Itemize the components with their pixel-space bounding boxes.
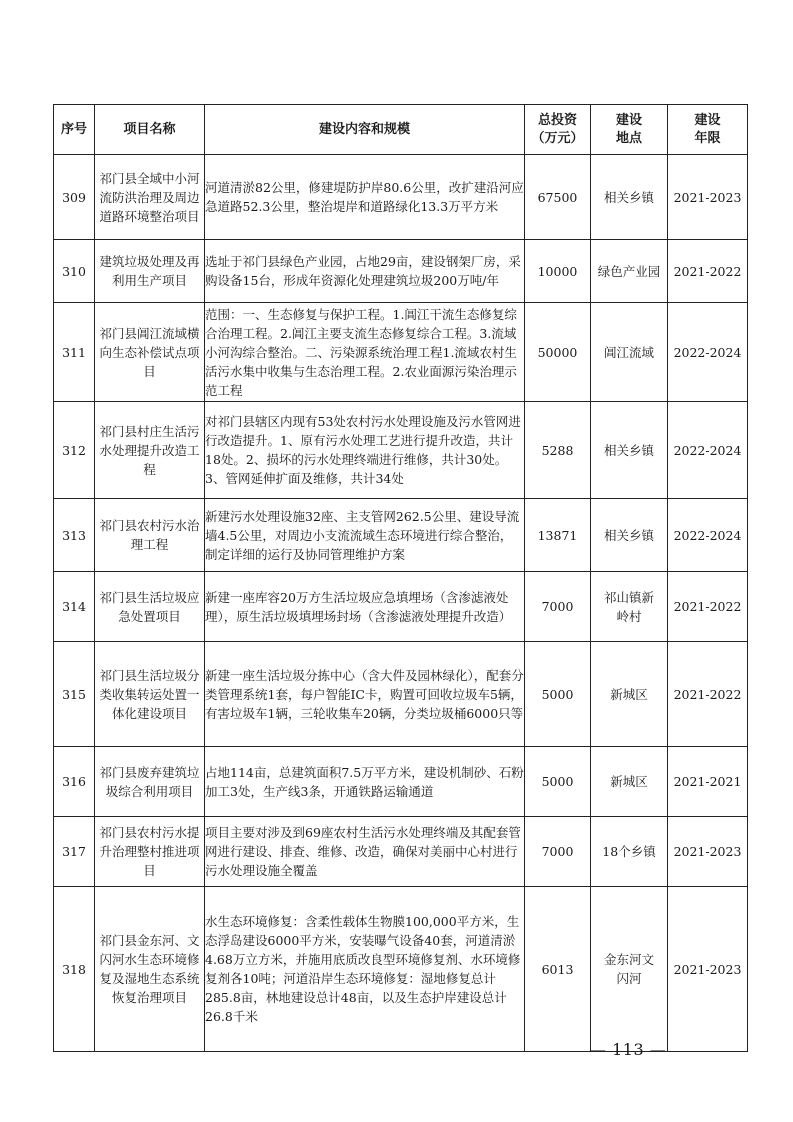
row-location: 相关乡镇: [591, 155, 668, 240]
row-no: 311: [54, 303, 95, 402]
row-content: 占地114亩，总建筑面积7.5万平方米，建设机制砂、石粉加工3处，生产线3条，开通铁路运输通道: [205, 747, 525, 817]
row-name: 祁门县废弃建筑垃圾综合利用项目: [95, 747, 205, 817]
table-row: [54, 155, 748, 240]
row-period: 2021-2022: [668, 572, 748, 642]
row-content: 新建污水处理设施32座、主支管网262.5公里、建设导流墙4.5公里，对周边小支流流域生态环境进行综合整治，制定详细的运行及协同管理维护方案: [205, 499, 525, 572]
row-period: 2022-2024: [668, 303, 748, 402]
row-content: 范围：一、生态修复与保护工程。1.阊江干流生态修复综合治理工程。2.阊江主要支流生态修复综合工程。3.流域小河沟综合整治。二、污染源系统治理工程1.流域农村生活污水集中收集与生态治理工程。2.农业面源污染治理示范工程: [205, 303, 525, 402]
row-location: 祁山镇新岭村: [591, 572, 668, 642]
row-location: 新城区: [591, 747, 668, 817]
header-investment: 总投资（万元）: [525, 105, 591, 155]
row-content: 新建一座生活垃圾分拣中心（含大件及园林绿化），配套分类管理系统1套，每户智能IC卡，购置可回收垃圾车5辆，有害垃圾车1辆，三轮收集车20辆，分类垃圾桶6000只等: [205, 642, 525, 747]
row-no: 309: [54, 155, 95, 240]
table-row: [54, 240, 748, 303]
row-location: 阊江流域: [591, 303, 668, 402]
row-no: 312: [54, 402, 95, 499]
table-row: [54, 747, 748, 817]
row-location: 新城区: [591, 642, 668, 747]
row-name: 祁门县金东河、文闪河水生态环境修复及湿地生态系统恢复治理项目: [95, 887, 205, 1052]
header-location: 建设地点: [591, 105, 668, 155]
row-investment: 50000: [525, 303, 591, 402]
header-no: 序号: [54, 105, 95, 155]
row-period: 2021-2021: [668, 747, 748, 817]
row-content: 新建一座库容20万方生活垃圾应急填埋场（含渗滤液处理），原生活垃圾填埋场封场（含渗滤液处理提升改造）: [205, 572, 525, 642]
row-content: 项目主要对涉及到69座农村生活污水处理终端及其配套管网进行建设、排查、维修、改造，确保对美丽中心村进行污水处理设施全覆盖: [205, 817, 525, 887]
row-investment: 5000: [525, 642, 591, 747]
table-row: [54, 303, 748, 402]
table-row: [54, 572, 748, 642]
row-no: 318: [54, 887, 95, 1052]
row-period: 2021-2023: [668, 817, 748, 887]
header-period: 建设年限: [668, 105, 748, 155]
row-period: 2021-2022: [668, 240, 748, 303]
page-number: — 113 —: [590, 1040, 667, 1059]
row-name: 祁门县农村污水治理工程: [95, 499, 205, 572]
project-table: [53, 104, 748, 1052]
row-period: 2022-2024: [668, 499, 748, 572]
row-name: 祁门县阊江流域横向生态补偿试点项目: [95, 303, 205, 402]
row-no: 317: [54, 817, 95, 887]
row-investment: 5288: [525, 402, 591, 499]
row-name: 祁门县生活垃圾分类收集转运处置一体化建设项目: [95, 642, 205, 747]
row-investment: 67500: [525, 155, 591, 240]
table-row: [54, 642, 748, 747]
row-location: 18个乡镇: [591, 817, 668, 887]
row-no: 313: [54, 499, 95, 572]
row-content: 水生态环境修复：含柔性载体生物膜100,000平方米，生态浮岛建设6000平方米，安装曝气设备40套，河道清淤4.68万立方米，并施用底质改良型环境修复剂、水环境修复剂各10吨；河道沿岸生态环境修复：湿地修复总计285.8亩，林地建设总计48亩，以及生态护岸建设总计26.8千米: [205, 887, 525, 1052]
row-investment: 7000: [525, 572, 591, 642]
row-investment: 6013: [525, 887, 591, 1052]
row-period: 2021-2023: [668, 155, 748, 240]
row-investment: 10000: [525, 240, 591, 303]
row-name: 祁门县生活垃圾应急处置项目: [95, 572, 205, 642]
row-content: 选址于祁门县绿色产业园，占地29亩，建设钢架厂房，采购设备15台，形成年资源化处理建筑垃圾200万吨/年: [205, 240, 525, 303]
row-location: 相关乡镇: [591, 499, 668, 572]
row-no: 314: [54, 572, 95, 642]
table-row: [54, 499, 748, 572]
row-content: 河道清淤82公里，修建堤防护岸80.6公里，改扩建沿河应急道路52.3公里，整治堤岸和道路绿化13.3万平方米: [205, 155, 525, 240]
table-header-row: [54, 105, 748, 155]
row-no: 315: [54, 642, 95, 747]
header-content: 建设内容和规模: [205, 105, 525, 155]
row-investment: 7000: [525, 817, 591, 887]
row-period: 2021-2023: [668, 887, 748, 1052]
table-row: [54, 402, 748, 499]
row-name: 祁门县村庄生活污水处理提升改造工程: [95, 402, 205, 499]
row-content: 对祁门县辖区内现有53处农村污水处理设施及污水管网进行改造提升。1、原有污水处理工艺进行提升改造，共计18处。2、损坏的污水处理终端进行维修，共计30处。3、管网延伸扩面及维修，共计34处: [205, 402, 525, 499]
row-name: 祁门县全域中小河流防洪治理及周边道路环境整治项目: [95, 155, 205, 240]
row-investment: 5000: [525, 747, 591, 817]
row-investment: 13871: [525, 499, 591, 572]
row-period: 2021-2022: [668, 642, 748, 747]
row-no: 316: [54, 747, 95, 817]
row-name: 祁门县农村污水提升治理整村推进项目: [95, 817, 205, 887]
row-period: 2022-2024: [668, 402, 748, 499]
row-location: 相关乡镇: [591, 402, 668, 499]
table-row: [54, 817, 748, 887]
header-name: 项目名称: [95, 105, 205, 155]
row-location: 绿色产业园: [591, 240, 668, 303]
row-name: 建筑垃圾处理及再利用生产项目: [95, 240, 205, 303]
row-no: 310: [54, 240, 95, 303]
table-row: [54, 887, 748, 1052]
row-location: 金东河文闪河: [591, 887, 668, 1052]
